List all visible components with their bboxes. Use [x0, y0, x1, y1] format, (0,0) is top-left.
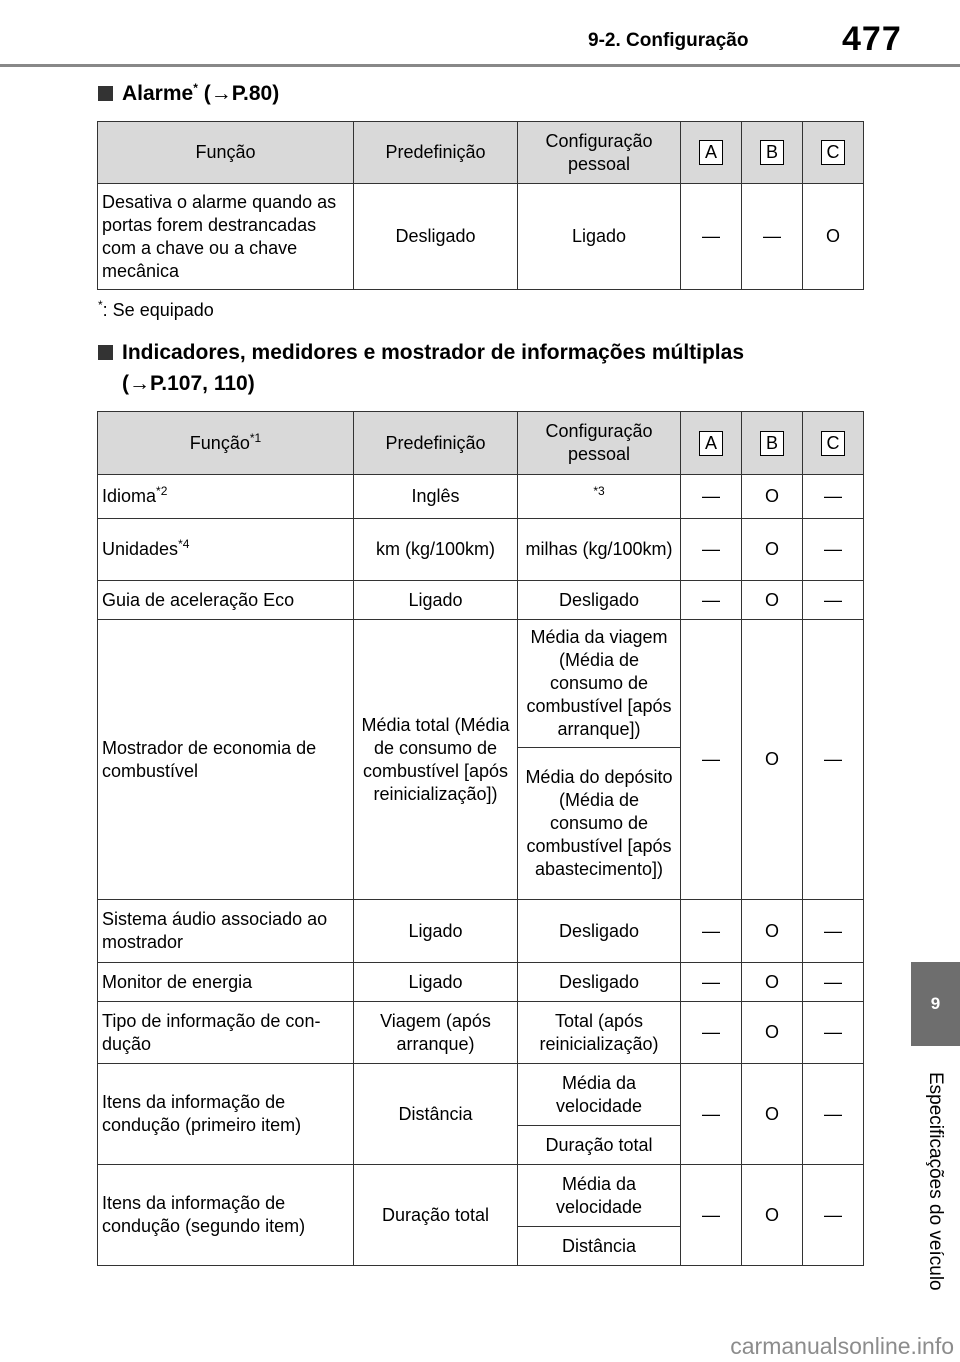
cell-custom-option: Média da viagem (Média de consumo de combustível [após arranque]) [518, 620, 681, 748]
cell-default: Ligado [354, 581, 518, 620]
heading-text: Alarme [122, 82, 194, 105]
chapter-number: 9 [930, 994, 941, 1013]
chapter-side-label [912, 1050, 958, 1312]
cell-custom-option: Distância [518, 1227, 681, 1266]
cell-custom-option: Duração total [518, 1126, 681, 1165]
heading-text: Indicadores, medidores e mostrador de informações múltiplas [122, 341, 745, 364]
col-b [742, 412, 803, 475]
box-b-label: B [760, 140, 784, 165]
section-heading-indicadores [98, 337, 744, 399]
col-funcao: Função [98, 122, 354, 184]
indicators-settings-table [97, 411, 864, 1266]
cell-custom [518, 475, 681, 519]
cell-a: — [681, 1002, 742, 1064]
cell-func: Desativa o alarme quando as portas forem destrancadas com a chave ou a chave mecânica [98, 184, 354, 290]
table-row [98, 581, 864, 620]
cell-a: — [681, 581, 742, 620]
cell-a: — [681, 184, 742, 290]
table-row [98, 184, 864, 290]
cell-a: — [681, 900, 742, 963]
footnote-mark: * [98, 298, 103, 312]
col-b [742, 122, 803, 184]
cell-a: — [681, 1064, 742, 1165]
page-reference-link[interactable]: (→P.80) [197, 82, 280, 105]
col-funcao-mark: *1 [249, 430, 262, 445]
cell-b: O [742, 963, 803, 1002]
cell-c: — [803, 900, 864, 963]
cell-default: Desligado [354, 184, 518, 290]
func-mark: *4 [178, 537, 190, 551]
cell-default: Inglês [354, 475, 518, 519]
cell-c: — [803, 581, 864, 620]
cell-a: — [681, 620, 742, 900]
cell-c: — [803, 620, 864, 900]
func-text: Idioma [102, 486, 157, 506]
alarm-settings-table [97, 121, 864, 290]
cell-b: O [742, 519, 803, 581]
chapter-title: 9-2. Configuração [588, 30, 749, 51]
cell-c: O [803, 184, 864, 290]
cell-func: Itens da informação de condução (primeiro item) [98, 1064, 354, 1165]
cell-c: — [803, 1002, 864, 1064]
cell-custom: Desligado [518, 963, 681, 1002]
cell-b: O [742, 620, 803, 900]
cell-custom: Desligado [518, 900, 681, 963]
page-number: 477 [842, 20, 902, 58]
table-row [98, 1064, 864, 1126]
cell-b: O [742, 1064, 803, 1165]
cell-a: — [681, 1165, 742, 1266]
func-mark: *2 [156, 484, 168, 498]
footnote [98, 300, 214, 321]
heading-mark: * [193, 81, 198, 95]
cell-custom-option: Média da velocidade [518, 1064, 681, 1126]
cell-func: Sistema áudio associado ao mostrador [98, 900, 354, 963]
table-row [98, 963, 864, 1002]
box-c-label: C [821, 431, 845, 456]
box-b-label: B [760, 431, 784, 456]
cell-default: Distância [354, 1064, 518, 1165]
table-row [98, 475, 864, 519]
chapter-label-text: Especificações do veículo [925, 1071, 946, 1291]
cell-custom: Ligado [518, 184, 681, 290]
cell-b: O [742, 475, 803, 519]
table-row [98, 900, 864, 963]
cell-default: Média total (Média de consumo de combustível [após reinicialização]) [354, 620, 518, 900]
watermark: carmanualsonline.info [730, 1333, 954, 1359]
cell-default: km (kg/100km) [354, 519, 518, 581]
cell-func: Mostrador de economia de combustível [98, 620, 354, 900]
cell-func [98, 475, 354, 519]
cell-b: O [742, 581, 803, 620]
table-header-row [98, 122, 864, 184]
func-text: Unidades [102, 539, 179, 559]
cell-c: — [803, 519, 864, 581]
cell-default: Viagem (após arranque) [354, 1002, 518, 1064]
box-c-label: C [821, 140, 845, 165]
cell-custom-option: Média do depósito (Média de consumo de combustível [após abastecimento]) [518, 748, 681, 900]
cell-func [98, 519, 354, 581]
page-reference-link[interactable]: (→P.107, 110) [122, 372, 255, 395]
custom-mark: *3 [593, 484, 605, 498]
cell-func: Itens da informação de condução (segundo item) [98, 1165, 354, 1266]
footnote-text: : Se equipado [102, 300, 214, 320]
col-a [681, 122, 742, 184]
cell-b: O [742, 1165, 803, 1266]
cell-c: — [803, 963, 864, 1002]
cell-func: Guia de aceleração Eco [98, 581, 354, 620]
square-bullet-icon [98, 345, 113, 360]
cell-b: O [742, 1002, 803, 1064]
table-row [98, 1165, 864, 1227]
cell-custom: milhas (kg/100km) [518, 519, 681, 581]
col-predefinicao: Predefinição [354, 122, 518, 184]
col-a [681, 412, 742, 475]
cell-a: — [681, 475, 742, 519]
cell-custom: Desligado [518, 581, 681, 620]
cell-c: — [803, 1165, 864, 1266]
box-a-label: A [699, 140, 723, 165]
cell-default: Ligado [354, 900, 518, 963]
col-predefinicao: Predefinição [354, 412, 518, 475]
cell-b: — [742, 184, 803, 290]
col-c [803, 122, 864, 184]
cell-default: Duração total [354, 1165, 518, 1266]
table-row [98, 519, 864, 581]
col-funcao [98, 412, 354, 475]
col-configuracao: Configuração pessoal [518, 412, 681, 475]
col-c [803, 412, 864, 475]
cell-default: Ligado [354, 963, 518, 1002]
cell-a: — [681, 519, 742, 581]
cell-custom: Total (após reinicialização) [518, 1002, 681, 1064]
table-row [98, 1002, 864, 1064]
cell-custom-option: Média da velocidade [518, 1165, 681, 1227]
cell-func: Tipo de informação de con-dução [98, 1002, 354, 1064]
header-divider [0, 64, 960, 67]
cell-c: — [803, 1064, 864, 1165]
section-heading-alarme [98, 78, 279, 109]
box-a-label: A [699, 431, 723, 456]
cell-a: — [681, 963, 742, 1002]
col-configuracao: Configuração pessoal [518, 122, 681, 184]
cell-func: Monitor de energia [98, 963, 354, 1002]
cell-b: O [742, 900, 803, 963]
chapter-tab[interactable] [911, 962, 960, 1046]
col-funcao-text: Função [189, 432, 250, 453]
cell-c: — [803, 475, 864, 519]
table-header-row [98, 412, 864, 475]
square-bullet-icon [98, 86, 113, 101]
table-row [98, 620, 864, 748]
